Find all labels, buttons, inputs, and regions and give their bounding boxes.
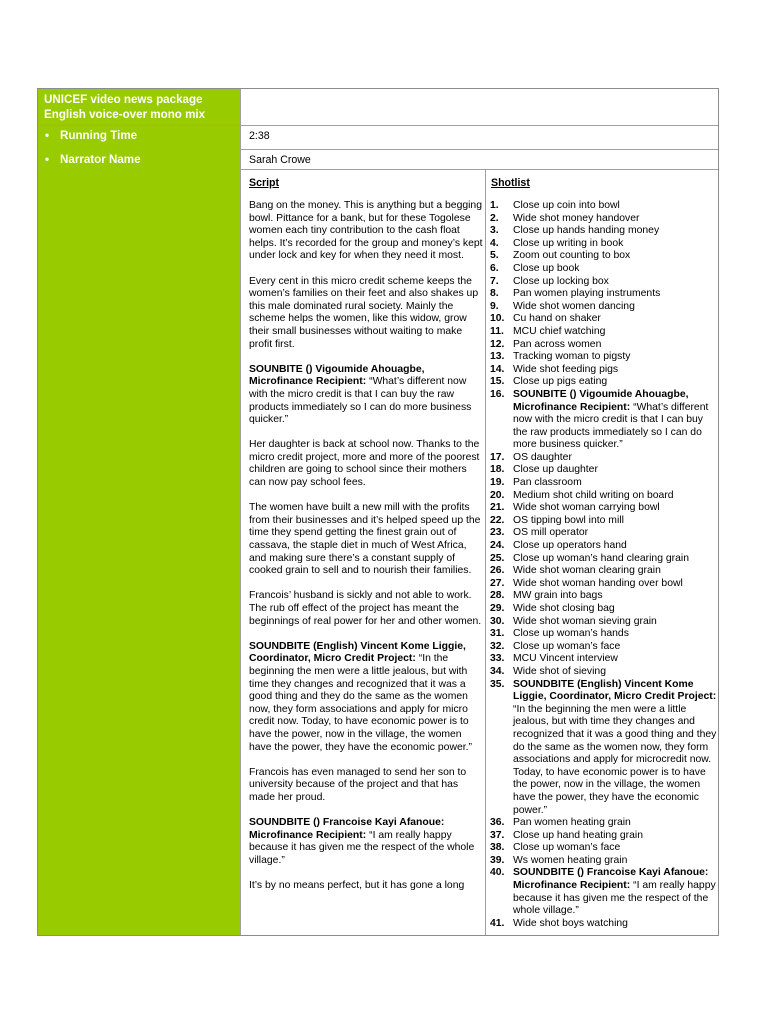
shot-description: Close up operators hand bbox=[513, 540, 627, 552]
bullet-icon: • bbox=[45, 129, 50, 142]
shot-number: 17. bbox=[490, 451, 505, 463]
shot-number: 24. bbox=[490, 540, 505, 552]
shotlist-item bbox=[490, 590, 718, 603]
shot-number: 32. bbox=[490, 640, 505, 652]
shotlist-item bbox=[490, 502, 718, 515]
bullet-icon: • bbox=[45, 153, 50, 166]
shot-number: 36. bbox=[490, 817, 505, 829]
shot-description: Wide shot woman sieving grain bbox=[513, 615, 657, 627]
shotlist-item bbox=[490, 477, 718, 490]
package-title: UNICEF video news package bbox=[44, 93, 203, 106]
shotlist-item bbox=[490, 565, 718, 578]
shot-description: Wide shot money handover bbox=[513, 212, 640, 224]
shot-description: Pan women playing instruments bbox=[513, 288, 661, 300]
shot-description: Zoom out counting to box bbox=[513, 250, 631, 262]
shot-number: 34. bbox=[490, 665, 505, 677]
shot-description: Wide shot woman handing over bowl bbox=[513, 577, 683, 589]
shot-description: OS tipping bowl into mill bbox=[513, 514, 624, 526]
shot-description: Close up coin into bowl bbox=[513, 200, 620, 211]
divider-line bbox=[240, 149, 718, 150]
shotlist-item bbox=[490, 326, 718, 339]
shotlist-item bbox=[490, 616, 718, 629]
divider-line bbox=[38, 125, 718, 126]
shot-number: 40. bbox=[490, 867, 505, 879]
shot-number: 23. bbox=[490, 527, 505, 539]
shot-number: 37. bbox=[490, 829, 505, 841]
shotlist-item bbox=[490, 225, 718, 238]
shot-number: 6. bbox=[490, 262, 499, 274]
running-time-label: • Running Time bbox=[45, 129, 138, 142]
shotlist-item bbox=[490, 679, 718, 818]
shot-number: 13. bbox=[490, 351, 505, 363]
shot-number: 8. bbox=[490, 288, 499, 300]
shot-description: Close up woman’s face bbox=[513, 842, 621, 854]
shot-number: 33. bbox=[490, 653, 505, 665]
script-paragraph: The women have built a new mill with the profits from their businesses and it’s helped speed up the time they spend getting the finest grain out of cassava, the staple diet in much of West Africa, and making sure there’s a constant supply of cooked grain to sell and to nourish their families. bbox=[249, 502, 481, 577]
shot-description: Wide shot boys watching bbox=[513, 917, 628, 929]
shotlist-item bbox=[490, 490, 718, 503]
shot-description: Close up writing in book bbox=[513, 237, 624, 249]
divider-line bbox=[485, 169, 486, 935]
shot-description: MW grain into bags bbox=[513, 590, 603, 602]
shot-description: Close up woman’s hands bbox=[513, 628, 629, 640]
label-column bbox=[38, 89, 240, 935]
shotlist-item bbox=[490, 301, 718, 314]
shot-description: SOUNDBITE (English) Vincent Kome Liggie, Coordinator, Micro Credit Project: “In the beginning the men were a little jealous, but with time they changes and recognized that it was a good thing and they do the same as the women now, they form associations and apply for microcredit now. Today, to have economic power is to have the power, now in the village, the women have the power, they have the economic power.” bbox=[513, 678, 717, 816]
shotlist-item bbox=[490, 250, 718, 263]
shot-description: Ws women heating grain bbox=[513, 854, 628, 866]
shotlist-item bbox=[490, 628, 718, 641]
script-soundbite: SOUNDBITE (English) Vincent Kome Liggie, Coordinator, Micro Credit Project: “In the beginning the men were a little jealous, but with time they changes and recognized that it was a good thing and they do the same as the women now, they form associations and apply for micro credit now. Today, to have economic power is to have the power, now in the village, the women have the power, they have the economic power.” bbox=[249, 640, 472, 753]
shot-description: Close up hand heating grain bbox=[513, 829, 643, 841]
shot-description: Close up hands handing money bbox=[513, 225, 660, 237]
shot-description: Close up daughter bbox=[513, 464, 598, 476]
shot-description: OS daughter bbox=[513, 451, 572, 463]
shot-description: Wide shot closing bag bbox=[513, 603, 615, 614]
shot-description: Close up woman’s face bbox=[513, 640, 621, 652]
shot-number: 5. bbox=[490, 250, 499, 262]
shotlist-item bbox=[490, 653, 718, 666]
script-soundbite: SOUNDBITE () Francoise Kayi Afanoue: Microfinance Recipient: “I am really happy because it has given me the respect of the whole village.” bbox=[249, 817, 475, 866]
shot-number: 38. bbox=[490, 842, 505, 854]
shot-number: 35. bbox=[490, 678, 505, 690]
shot-description: Wide shot feeding pigs bbox=[513, 363, 619, 375]
shotlist-item bbox=[490, 238, 718, 251]
shot-description: Close up woman’s hand clearing grain bbox=[513, 552, 689, 564]
shotlist-item bbox=[490, 553, 718, 566]
divider-line bbox=[240, 169, 718, 170]
shot-number: 16. bbox=[490, 388, 505, 400]
shot-number: 39. bbox=[490, 854, 505, 866]
script-paragraph: It’s by no means perfect, but it has gone a long bbox=[249, 880, 465, 892]
script-paragraph: Her daughter is back at school now. Thanks to the micro credit project, more and more of the poorest children are going to school since their mothers can now pay school fees. bbox=[249, 439, 480, 489]
shotlist-column bbox=[490, 200, 718, 930]
shot-number: 29. bbox=[490, 603, 505, 614]
divider-line bbox=[240, 89, 241, 935]
shotlist-item bbox=[490, 842, 718, 855]
shot-number: 27. bbox=[490, 577, 505, 589]
shot-description: Wide shot woman clearing grain bbox=[513, 565, 661, 577]
shotlist-item bbox=[490, 540, 718, 553]
shot-number: 30. bbox=[490, 615, 505, 627]
shot-number: 28. bbox=[490, 590, 505, 602]
script-soundbite: SOUNBITE () Vigoumide Ahouagbe, Microfinance Recipient: “What’s different now with the micro credit is that I can buy the raw products immediately so I can do more business quicker.” bbox=[249, 363, 472, 426]
script-paragraph: Francois’ husband is sickly and not able to work. The rub off effect of the project has meant the beginnings of real power for her and other women. bbox=[249, 590, 482, 627]
shot-number: 12. bbox=[490, 338, 505, 350]
shot-number: 10. bbox=[490, 313, 505, 325]
shot-number: 18. bbox=[490, 464, 505, 476]
shot-description: SOUNBITE () Vigoumide Ahouagbe, Microfinance Recipient: “What’s different now with the micro credit is that I can buy the raw products immediately so I can do more business quicker.” bbox=[513, 388, 709, 451]
shot-description: Pan classroom bbox=[513, 477, 582, 489]
package-subtitle: English voice-over mono mix bbox=[44, 108, 206, 121]
shot-number: 14. bbox=[490, 363, 505, 375]
shot-description: Close up locking box bbox=[513, 275, 609, 287]
shot-description: Wide shot woman carrying bowl bbox=[513, 502, 660, 514]
shot-number: 20. bbox=[490, 489, 505, 501]
shot-description: Close up book bbox=[513, 262, 580, 274]
shot-number: 31. bbox=[490, 628, 505, 640]
script-paragraph: Bang on the money. This is anything but a begging bowl. Pittance for a bank, but for these Togolese women each tiny contribution to the cash float helps. It’s recorded for the group and money’s kept under lock and key for when they need it most. bbox=[249, 200, 483, 262]
shotlist-item bbox=[490, 603, 718, 616]
shot-number: 2. bbox=[490, 212, 499, 224]
shotlist-item bbox=[490, 351, 718, 364]
narrator-name-value: Sarah Crowe bbox=[249, 154, 311, 166]
shotlist-heading: Shotlist bbox=[491, 177, 530, 189]
shot-description: Medium shot child writing on board bbox=[513, 489, 674, 501]
script-heading: Script bbox=[249, 177, 280, 189]
shotlist-item bbox=[490, 867, 718, 917]
shotlist-item bbox=[490, 288, 718, 301]
shot-number: 26. bbox=[490, 565, 505, 577]
shotlist-item bbox=[490, 464, 718, 477]
shotlist-item bbox=[490, 918, 718, 931]
shot-number: 25. bbox=[490, 552, 505, 564]
shot-description: OS mill operator bbox=[513, 527, 589, 539]
script-paragraph: Every cent in this micro credit scheme keeps the women’s families on their feet and also shakes up this male dominated rural society. Mainly the scheme helps the women, like this widow, grow their small businesses without waiting to make profit first. bbox=[249, 275, 479, 350]
shotlist-item bbox=[490, 666, 718, 679]
shot-description: Close up pigs eating bbox=[513, 376, 608, 388]
shot-description: Wide shot women dancing bbox=[513, 300, 635, 312]
shot-number: 9. bbox=[490, 300, 499, 312]
shotlist-item bbox=[490, 213, 718, 226]
shotlist-item bbox=[490, 641, 718, 654]
shotlist-item bbox=[490, 263, 718, 276]
shotlist-item bbox=[490, 376, 718, 389]
shot-number: 19. bbox=[490, 477, 505, 489]
shot-number: 21. bbox=[490, 502, 505, 514]
shot-number: 3. bbox=[490, 225, 499, 237]
shot-description: MCU Vincent interview bbox=[513, 653, 618, 665]
shot-number: 41. bbox=[490, 917, 505, 929]
shot-number: 11. bbox=[490, 325, 504, 337]
shotlist-item bbox=[490, 313, 718, 326]
shot-number: 7. bbox=[490, 275, 499, 287]
shot-description: Cu hand on shaker bbox=[513, 313, 601, 325]
shotlist-item bbox=[490, 817, 718, 830]
script-column bbox=[249, 200, 485, 905]
shotlist-item bbox=[490, 527, 718, 540]
shotlist-item bbox=[490, 578, 718, 591]
shotlist-item bbox=[490, 339, 718, 352]
shotlist-item bbox=[490, 364, 718, 377]
shot-description: Pan women heating grain bbox=[513, 817, 631, 829]
shotlist-item bbox=[490, 515, 718, 528]
shotlist-item bbox=[490, 855, 718, 868]
script-paragraph: Francois has even managed to send her son to university because of the project and that has made her proud. bbox=[249, 766, 467, 803]
shotlist-item bbox=[490, 389, 718, 452]
shotlist-item bbox=[490, 452, 718, 465]
running-time-value: 2:38 bbox=[249, 130, 270, 142]
shot-description: Wide shot of sieving bbox=[513, 665, 606, 677]
news-package-sheet bbox=[37, 88, 719, 936]
shotlist-item bbox=[490, 200, 718, 213]
shot-number: 1. bbox=[490, 200, 499, 211]
shot-description: MCU chief watching bbox=[513, 325, 606, 337]
shot-number: 4. bbox=[490, 237, 499, 249]
shot-number: 15. bbox=[490, 376, 505, 388]
shot-description: Tracking woman to pigsty bbox=[513, 351, 631, 363]
narrator-name-label: • Narrator Name bbox=[45, 153, 141, 166]
shotlist-item bbox=[490, 276, 718, 289]
shot-description: SOUNDBITE () Francoise Kayi Afanoue: Microfinance Recipient: “I am really happy because it has given me the respect of the whole village.” bbox=[513, 867, 716, 917]
shot-description: Pan across women bbox=[513, 338, 602, 350]
shot-number: 22. bbox=[490, 514, 505, 526]
shotlist-item bbox=[490, 830, 718, 843]
